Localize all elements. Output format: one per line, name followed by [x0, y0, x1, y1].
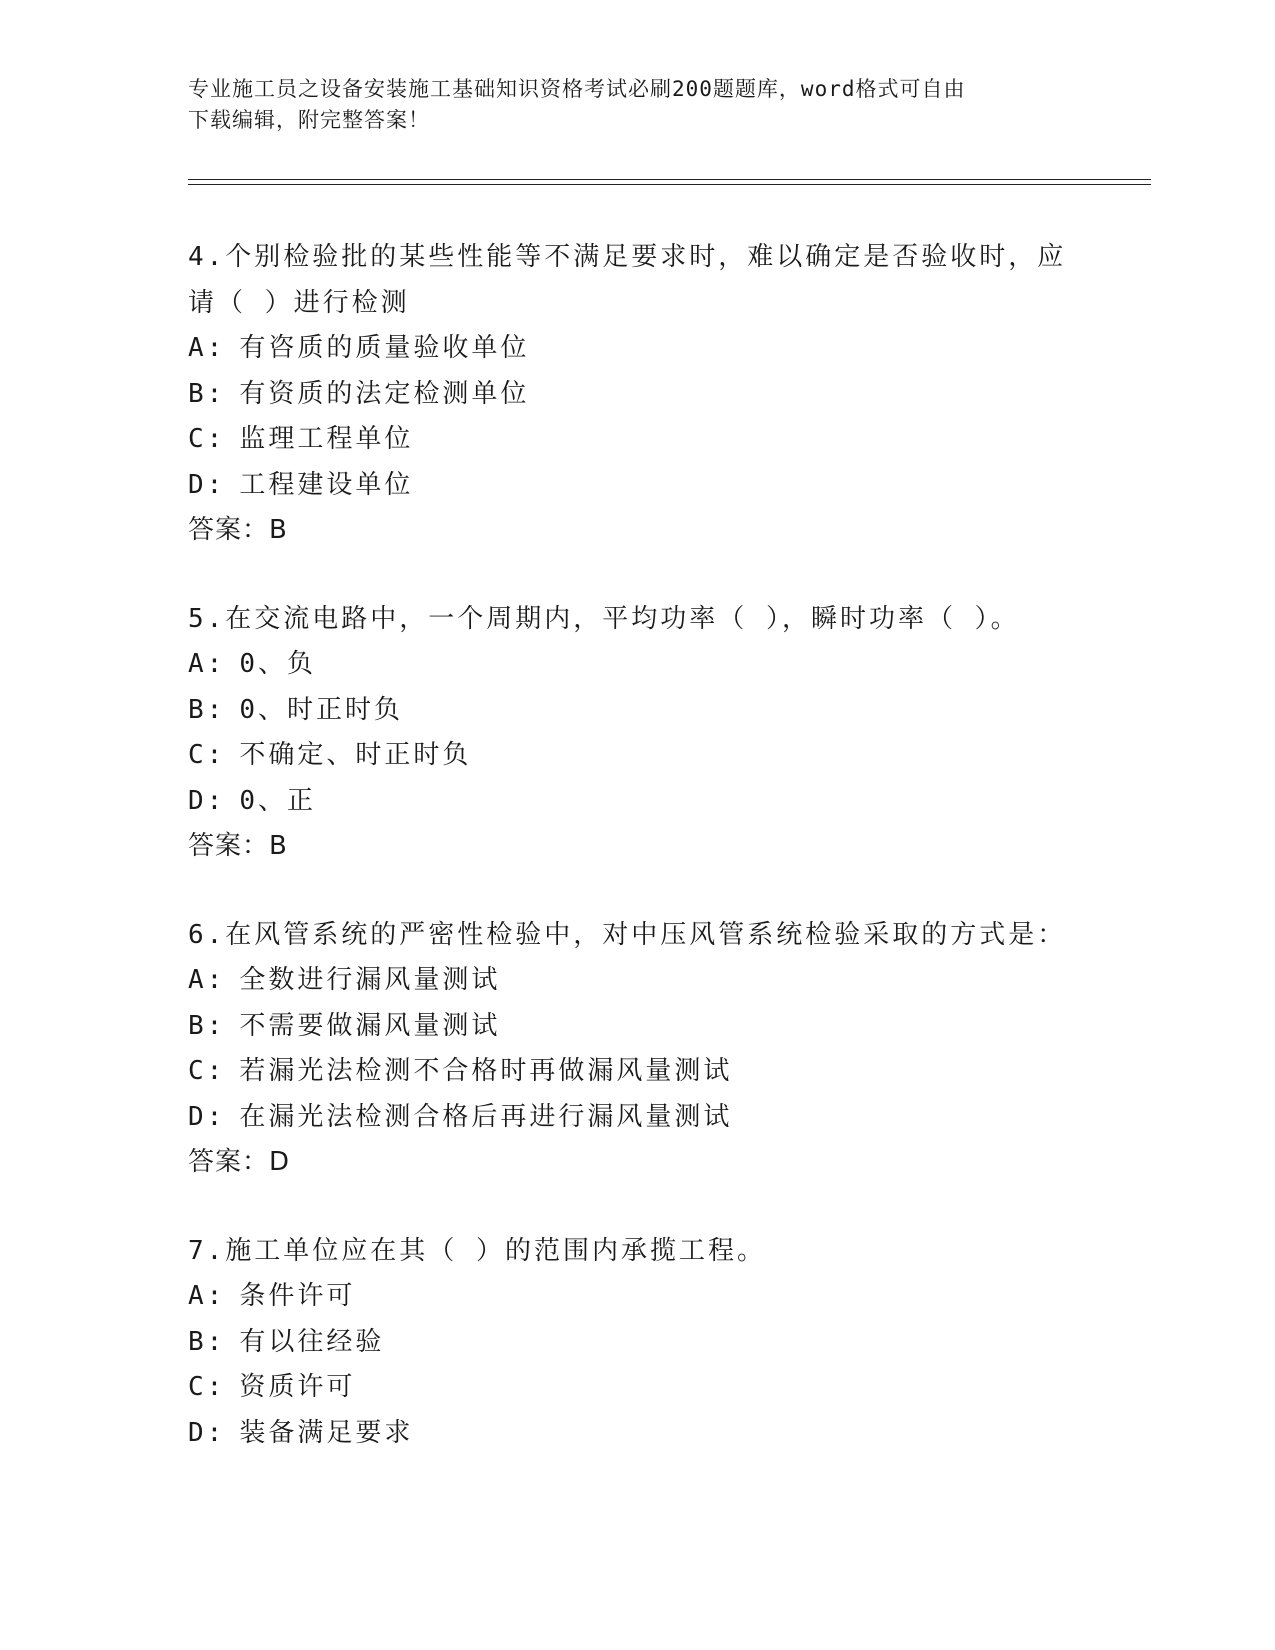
option-text: 有资质的法定检测单位 [239, 378, 530, 409]
option-text: 装备满足要求 [239, 1417, 414, 1448]
option-letter: A: [188, 1281, 226, 1311]
option-c [188, 1365, 1088, 1411]
option-b [188, 372, 1088, 418]
question-list [188, 235, 1088, 1499]
option-text: 不需要做漏风量测试 [239, 1010, 501, 1041]
option-letter: B: [188, 694, 226, 725]
option-a [188, 1274, 1088, 1320]
option-d [188, 463, 1088, 509]
question-7 [188, 1229, 1088, 1457]
answer-line: 答案：B [188, 515, 288, 545]
option-text: 资质许可 [239, 1372, 356, 1402]
option-text: 工程建设单位 [239, 469, 414, 500]
option-text: 在漏光法检测合格后再进行漏风量测试 [239, 1101, 733, 1132]
option-c [188, 733, 1088, 779]
option-letter: D: [188, 469, 226, 500]
question-text-line-1: 6.在风管系统的严密性检验中，对中压风管系统检验采取的方式是： [188, 919, 1067, 950]
option-text: 全数进行漏风量测试 [239, 965, 501, 995]
header-title-line-2: 下载编辑，附完整答案！ [188, 108, 430, 132]
option-letter: A: [188, 649, 226, 679]
option-letter: C: [188, 424, 226, 454]
option-text: 监理工程单位 [239, 424, 414, 454]
option-text: 0、负 [239, 649, 316, 679]
question-5 [188, 597, 1088, 870]
option-letter: C: [188, 1056, 226, 1086]
option-d [188, 1411, 1088, 1457]
option-letter: D: [188, 1101, 226, 1132]
document-header [188, 74, 1078, 136]
option-letter: B: [188, 1010, 226, 1041]
option-text: 0、正 [239, 785, 316, 816]
question-6 [188, 913, 1088, 1186]
option-d [188, 779, 1088, 825]
option-letter: C: [188, 1372, 226, 1402]
option-b [188, 1004, 1088, 1050]
question-text-line-2: 请（ ）进行检测 [188, 287, 410, 318]
question-4 [188, 235, 1088, 554]
option-letter: A: [188, 965, 226, 995]
option-text: 0、时正时负 [239, 694, 403, 725]
option-b [188, 1320, 1088, 1366]
option-letter: B: [188, 1326, 226, 1357]
option-text: 若漏光法检测不合格时再做漏风量测试 [239, 1056, 733, 1086]
option-letter: B: [188, 378, 226, 409]
header-divider-bottom [188, 184, 1151, 185]
answer-line: 答案：D [188, 1147, 291, 1177]
option-letter: C: [188, 740, 226, 770]
option-a [188, 326, 1088, 372]
header-title-line-1: 专业施工员之设备安装施工基础知识资格考试必刷200题题库，word格式可自由 [188, 77, 966, 101]
option-text: 有以往经验 [239, 1326, 385, 1357]
option-c [188, 417, 1088, 463]
option-a [188, 642, 1088, 688]
option-letter: A: [188, 333, 226, 363]
option-letter: D: [188, 785, 226, 816]
header-divider-top [188, 179, 1151, 180]
question-text-line-1: 4.个别检验批的某些性能等不满足要求时，难以确定是否验收时，应 [188, 242, 1067, 272]
answer-line: 答案：B [188, 831, 288, 861]
option-text: 条件许可 [239, 1281, 356, 1311]
option-b [188, 688, 1088, 734]
question-text-line-1: 7.施工单位应在其（ ）的范围内承揽工程。 [188, 1235, 766, 1266]
option-text: 有咨质的质量验收单位 [239, 333, 530, 363]
option-d [188, 1095, 1088, 1141]
option-a [188, 958, 1088, 1004]
option-c [188, 1049, 1088, 1095]
option-text: 不确定、时正时负 [239, 740, 472, 770]
option-letter: D: [188, 1417, 226, 1448]
question-text-line-1: 5.在交流电路中，一个周期内，平均功率（ ），瞬时功率（ ）。 [188, 603, 1020, 634]
